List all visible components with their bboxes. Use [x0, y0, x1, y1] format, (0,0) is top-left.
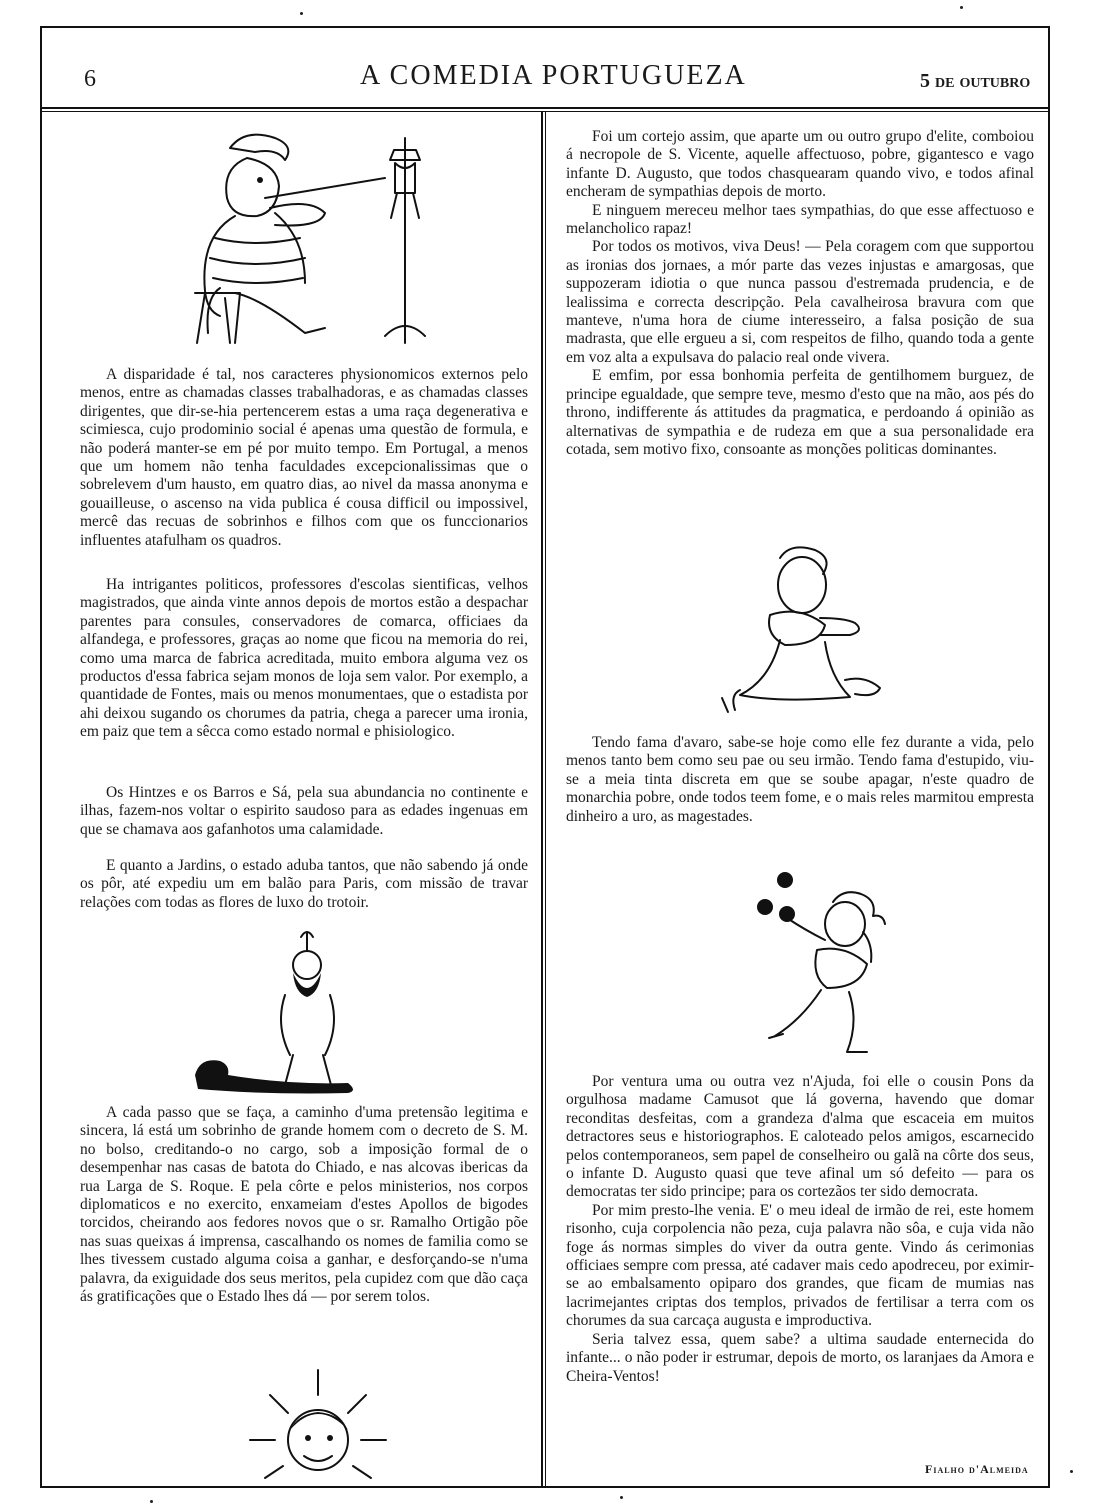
child-reading-illustration: [710, 540, 910, 715]
right-text-block-3: [566, 1073, 1034, 1386]
paragraph-text: A disparidade é tal, nos caracteres physionomicos externos pelo menos, entre as chamadas classes trabalhadoras, e as chamadas classes dirigentes, que dir-se-hia pertencerem estas a uma raça degenerativa e scimiesca, cujo prodominio social é apenas uma questão de formula, e não poderá manter-se em pé por muito tempo. Em Portugal, a menos que um homem não tenha faculdades excepcionalissimas que o sobrelevem d'um hausto, em quatro dias, ao nivel da massa anonyma e gouailleuse, o ascenso na vida publica é cousa difficil ou impossivel, mercê das recuas de sobrinhos e filhos com que os funccionarios influentes atafulham os quadros.: [80, 366, 528, 549]
page-number: 6: [84, 66, 96, 92]
right-text-block-1: [566, 128, 1034, 459]
masthead-title: A COMEDIA PORTUGUEZA: [360, 60, 747, 91]
sun-face-illustration: [240, 1360, 390, 1482]
juggler-illustration: [745, 862, 905, 1062]
left-paragraph-3: [80, 784, 528, 839]
paragraph-text: E emfim, por essa bonhomia perfeita de gentilhomem burguez, de principe egualdade, que sempre teve, mesmo d'esto que na mão, aos pés do throno, indifferente ás attitudes da pragmatica, e perdoando á opinião as alternativas de sympathia e de rudeza em que a sua personalidade era cotada, sem motivo fixo, consoante as monções politicas dominantes.: [566, 367, 1034, 458]
paragraph-text: Por todos os motivos, viva Deus! — Pela coragem com que supportou as ironias dos jornaes, a mór parte das vezes injustas e amargosas, que suppozeram idiotia o que nunca passou d'estremada prudencia, e de lealissima e correcta descripção. Pela cavalheirosa bravura com que manteve, n'uma hora de ciume interesseiro, a falsa posição de sua madrasta, que elle ergueu a si, com respeitos de filho, quando toda a gente em voz alta a expulsava do palacio real onde vivera.: [566, 238, 1034, 366]
paragraph-text: Por mim presto-lhe venia. E' o meu ideal de irmão de rei, este homem risonho, cuja corpolencia não peza, cuja palavra não sôa, e cuja vida não foge ás normas simples do viver da outra gente. Vindo ás cerimonias officiaes sempre com pressa, até cadaver mais cedo apodreceu, por eximir-se ao embalsamento opiparo dos grandes, que ficam de mumias nas lacrimejantes criptas dos templos, privados de fertilisar a terra com os chorumes da sua carcaça augusta e improductiva.: [566, 1201, 1034, 1330]
header-rule: [40, 107, 1050, 109]
paragraph-text: Por ventura uma ou outra vez n'Ajuda, foi elle o cousin Pons da orgulhosa madame Camusot que lá governa, havendo que domar reconditas desfeitas, com a grandeza d'alma que escaceia em muitos detractores seus e historiographos. E caloteado pelos amigos, escarnecido pelos contemporaneos, sem papel de conselheiro ou galã na côrte dos seus, o infante D. Augusto quasi que teve afinal um só defeito — para os democratas ter sido principe; para os cortezãos ter sido democrata.: [566, 1073, 1034, 1201]
paragraph-text: A cada passo que se faça, a caminho d'uma pretensão legitima e sincera, lá está um sobrinho de grande homem com o decreto de S. M. no bolso, creditando-o no cargo, sob a imposição formal de o desempenhar nas casas de batota do Chiado, e nas alcovas ibericas da rua Larga de S. Roque. E pela côrte e pelos ministerios, nos corpos diplomaticos e no exercito, enxameiam d'estes Apollos de bigodes torcidos, cheirando aos fedores novos que o sr. Ramalho Ortigão põe nas suas queixas á imprensa, cascalhando os nomes de familia como se lhes tivessem custado alguma coisa a ganhar, e desforçando-se n'uma palavra, da exiguidade dos seus meritos, pela cupidez com que dão caça ás gratificações que o Estado lhes dá — por serem tolos.: [80, 1104, 528, 1306]
left-paragraph-5: [80, 1104, 528, 1306]
paragraph-text: Seria talvez essa, quem sabe? a ultima saudade enternecida do infante... o não poder ir estrumar, depois de morto, os laranjaes da Amora e Cheira-Ventos!: [566, 1330, 1034, 1385]
column-divider: [541, 112, 543, 1488]
author-signature: Fialho d'Almeida: [925, 1462, 1029, 1476]
ink-speck: [150, 1500, 153, 1503]
paragraph-text: E ninguem mereceu melhor taes sympathias, do que esse affectuoso e melancholico rapaz!: [566, 201, 1034, 238]
paragraph-text: E quanto a Jardins, o estado aduba tantos, que não sabendo já onde os pôr, até expediu um em balão para Paris, com missão de travar relações com todas as flores de luxo do trotoir.: [80, 857, 528, 911]
left-paragraph-4: [80, 857, 528, 912]
ink-speck: [300, 12, 303, 15]
paragraph-text: Os Hintzes e os Barros e Sá, pela sua abundancia no continente e ilhas, fazem-nos voltar o espirito saudoso para as edades ingenuas em que se chamava aos gafanhotos uma calamidade.: [80, 784, 528, 838]
left-paragraph-2: [80, 576, 528, 742]
right-text-block-2: [566, 734, 1034, 826]
bearded-figure-illustration: [185, 925, 385, 1095]
left-paragraph-1: [80, 366, 528, 550]
ink-speck: [960, 6, 963, 9]
ink-speck: [620, 1496, 623, 1499]
paragraph-text: Foi um cortejo assim, que aparte um ou outro grupo d'elite, comboiou á necropole de S. Vicente, aquelle affectuoso, pobre, gigantesco e vago infante D. Augusto, que todos chasquearam quando vivo, e todos afinal encheram de sympathias depois de morto.: [566, 128, 1034, 201]
issue-date: 5 de outubro: [920, 70, 1031, 92]
ink-speck: [1070, 1470, 1073, 1473]
paragraph-text: Ha intrigantes politicos, professores d'escolas sientificas, velhos magistrados, que ainda vinte annos depois de mortos estão a despachar parentes para consules, conservadores de comarca, officiaes da alfandega, e professores, graças ao nome que ficou na memoria do rei, como uma marca de fabrica acreditada, muito embora alguma vez os productos d'essa fabrica sejam monos de loja sem valor. Por exemplo, a quantidade de Fontes, mais ou menos monumentaes, que o estadista por ahi deixou sugando os chorumes da patria, chega a parecer uma ironia, em paiz que tem a sêcca como estado normal e phisiologico.: [80, 576, 528, 741]
violinist-illustration: [175, 118, 435, 346]
column-divider-thin: [545, 112, 546, 1488]
paragraph-text: Tendo fama d'avaro, sabe-se hoje como elle fez durante a vida, pelo menos tanto bem como seu pae ou seu irmão. Tendo fama d'estupido, viu-se a meia tinta discreta em que se soube apagar, n'este quadro de monarchia pobre, onde todos teem fome, e o mais reles marmitou empresta dinheiro a uro, as magestades.: [566, 734, 1034, 825]
